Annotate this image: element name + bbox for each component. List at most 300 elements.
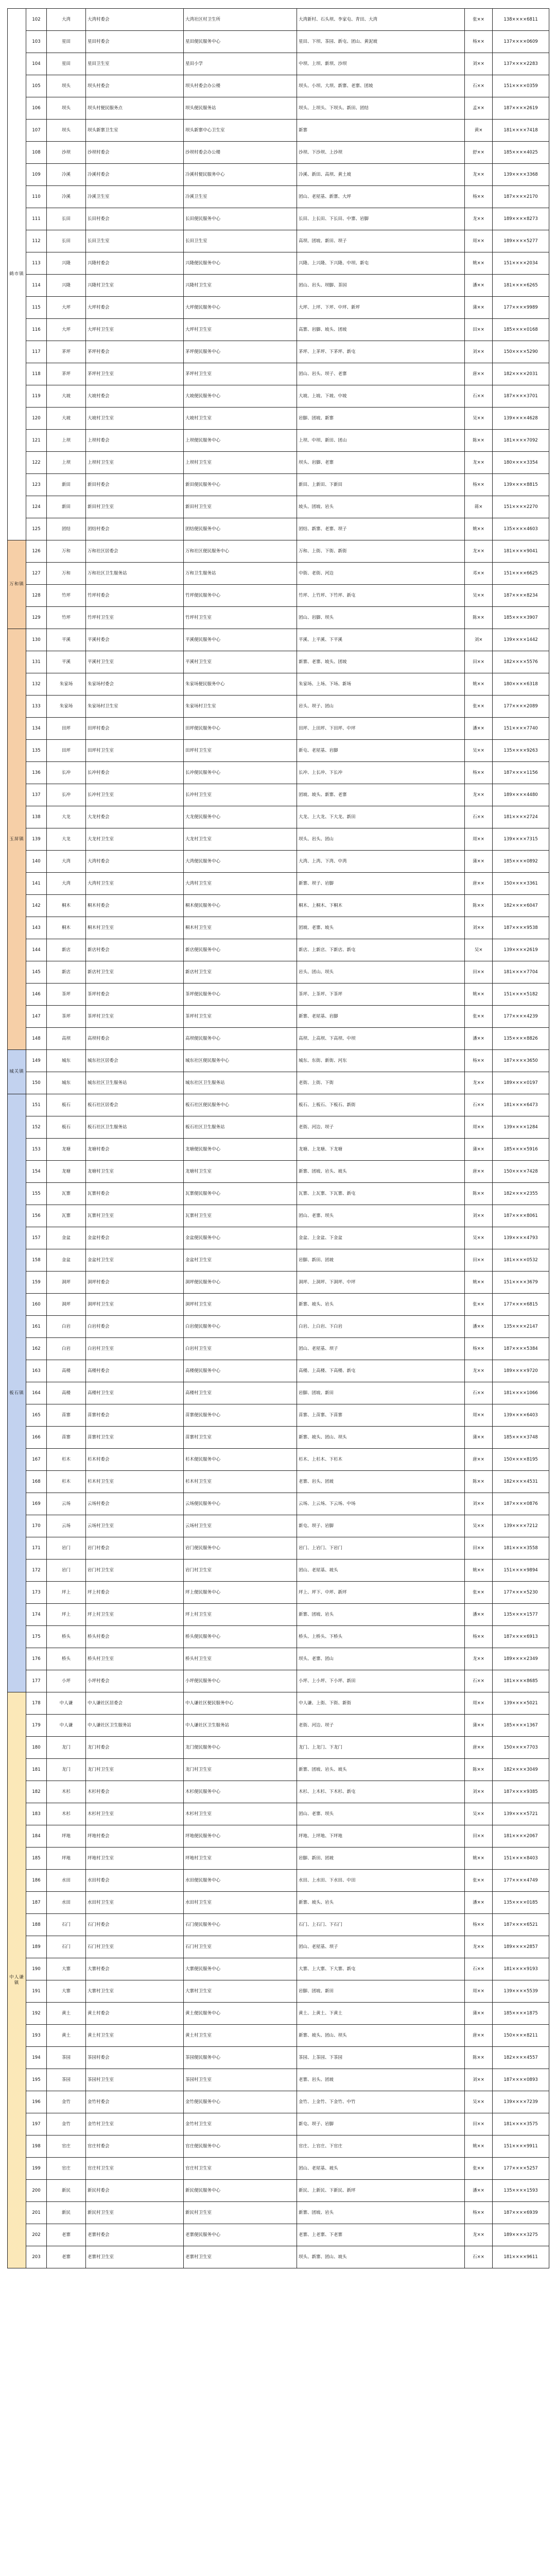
village-cell: 田坪 bbox=[47, 740, 86, 762]
location-cell: 万和社区便民服务中心 bbox=[184, 540, 297, 563]
village-cell: 苗寨 bbox=[47, 1427, 86, 1449]
village-cell: 坪地 bbox=[47, 1825, 86, 1848]
village-cell: 坪上 bbox=[47, 1604, 86, 1626]
site-name-cell: 茅坪村委会 bbox=[86, 341, 184, 363]
phone-cell: 151××××9911 bbox=[493, 2136, 549, 2158]
phone-cell: 177××××2089 bbox=[493, 696, 549, 718]
contact-person-cell: 蒲×× bbox=[465, 1715, 493, 1737]
phone-cell: 151××××0359 bbox=[493, 75, 549, 97]
contact-person-cell: 龙×× bbox=[465, 452, 493, 474]
village-cell: 新民 bbox=[47, 2202, 86, 2224]
phone-cell: 181××××7704 bbox=[493, 961, 549, 984]
village-cell: 高坝 bbox=[47, 1028, 86, 1050]
coverage-cell: 中坝、上坝、新坝、沙坝 bbox=[297, 53, 465, 75]
phone-cell: 181××××9611 bbox=[493, 2246, 549, 2268]
location-cell: 长田卫生室 bbox=[184, 230, 297, 252]
village-cell: 坝头 bbox=[47, 120, 86, 142]
site-name-cell: 金竹村卫生室 bbox=[86, 2113, 184, 2136]
contact-person-cell: 姚×× bbox=[465, 518, 493, 540]
index-cell: 115 bbox=[26, 297, 47, 319]
site-name-cell: 高坝村委会 bbox=[86, 1028, 184, 1050]
site-name-cell: 坝头村便民服务点 bbox=[86, 97, 184, 120]
contact-person-cell: 刘×× bbox=[465, 341, 493, 363]
index-cell: 125 bbox=[26, 518, 47, 540]
site-name-cell: 黄土村委会 bbox=[86, 2003, 184, 2025]
village-cell: 官庄 bbox=[47, 2158, 86, 2180]
site-name-cell: 茶园村委会 bbox=[86, 2047, 184, 2069]
location-cell: 黄土便民服务中心 bbox=[184, 2003, 297, 2025]
contact-person-cell: 孟×× bbox=[465, 97, 493, 120]
contact-person-cell: 潘×× bbox=[465, 2180, 493, 2202]
contact-person-cell: 杨×× bbox=[465, 2202, 493, 2224]
index-cell: 157 bbox=[26, 1227, 47, 1249]
coverage-cell: 大湾新村、石头坝、李家屯、青田、大湾 bbox=[297, 9, 465, 31]
site-name-cell: 新店村委会 bbox=[86, 939, 184, 961]
location-cell: 坪地便民服务中心 bbox=[184, 1825, 297, 1848]
site-name-cell: 坪上村委会 bbox=[86, 1582, 184, 1604]
index-cell: 135 bbox=[26, 740, 47, 762]
phone-cell: 138××××6811 bbox=[493, 9, 549, 31]
site-name-cell: 水田村卫生室 bbox=[86, 1892, 184, 1914]
location-cell: 新店便民服务中心 bbox=[184, 939, 297, 961]
coverage-cell: 平溪、上平溪、下平溪 bbox=[297, 629, 465, 651]
village-cell: 金盆 bbox=[47, 1227, 86, 1249]
location-cell: 平溪村卫生室 bbox=[184, 651, 297, 673]
table-row bbox=[8, 1227, 549, 1249]
coverage-cell: 桐木、上桐木、下桐木 bbox=[297, 895, 465, 917]
location-cell: 桐木便民服务中心 bbox=[184, 895, 297, 917]
location-cell: 新田便民服务中心 bbox=[184, 474, 297, 496]
village-cell: 新店 bbox=[47, 939, 86, 961]
village-cell: 苗寨 bbox=[47, 1404, 86, 1427]
location-cell: 高楼村卫生室 bbox=[184, 1382, 297, 1404]
contact-person-cell: 姚×× bbox=[465, 1560, 493, 1582]
coverage-cell: 团山、岩头、坝子、老寨 bbox=[297, 363, 465, 385]
site-name-cell: 高楼村卫生室 bbox=[86, 1382, 184, 1404]
site-name-cell: 杉木村卫生室 bbox=[86, 1471, 184, 1493]
site-name-cell: 田坪村委会 bbox=[86, 718, 184, 740]
index-cell: 112 bbox=[26, 230, 47, 252]
contact-person-cell: 邓×× bbox=[465, 563, 493, 585]
phone-cell: 139××××8815 bbox=[493, 474, 549, 496]
index-cell: 153 bbox=[26, 1139, 47, 1161]
coverage-cell: 老寨、上老寨、下老寨 bbox=[297, 2224, 465, 2246]
contact-person-cell: 石×× bbox=[465, 1958, 493, 1980]
site-name-cell: 老寨村卫生室 bbox=[86, 2246, 184, 2268]
contact-person-cell: 刘× bbox=[465, 629, 493, 651]
coverage-cell: 新寨、坡头、团山、坝头 bbox=[297, 1427, 465, 1449]
phone-cell: 182××××5576 bbox=[493, 651, 549, 673]
coverage-cell: 团结、新寨、老寨、坝子 bbox=[297, 518, 465, 540]
location-cell: 城东社区便民服务中心 bbox=[184, 1050, 297, 1072]
contact-person-cell: 杨×× bbox=[465, 186, 493, 208]
table-row bbox=[8, 1338, 549, 1360]
location-cell: 长冲便民服务中心 bbox=[184, 762, 297, 784]
location-cell: 兴隆村卫生室 bbox=[184, 275, 297, 297]
location-cell: 金竹便民服务中心 bbox=[184, 2091, 297, 2113]
coverage-cell: 高坝、上高坝、下高坝、中坝 bbox=[297, 1028, 465, 1050]
index-cell: 203 bbox=[26, 2246, 47, 2268]
phone-cell: 187××××8234 bbox=[493, 585, 549, 607]
index-cell: 186 bbox=[26, 1870, 47, 1892]
index-cell: 134 bbox=[26, 718, 47, 740]
index-cell: 185 bbox=[26, 1848, 47, 1870]
phone-cell: 185××××0892 bbox=[493, 851, 549, 873]
site-name-cell: 茅坪村卫生室 bbox=[86, 363, 184, 385]
table-row bbox=[8, 120, 549, 142]
village-cell: 平溪 bbox=[47, 629, 86, 651]
village-cell: 木杉 bbox=[47, 1803, 86, 1825]
site-name-cell: 桥头村委会 bbox=[86, 1626, 184, 1648]
table-row bbox=[8, 1116, 549, 1139]
coverage-cell: 瓦寨、上瓦寨、下瓦寨、新屯 bbox=[297, 1183, 465, 1205]
table-row bbox=[8, 718, 549, 740]
index-cell: 155 bbox=[26, 1183, 47, 1205]
index-cell: 180 bbox=[26, 1737, 47, 1759]
table-row bbox=[8, 252, 549, 275]
index-cell: 138 bbox=[26, 806, 47, 828]
contact-person-cell: 石×× bbox=[465, 75, 493, 97]
site-name-cell: 瓦寨村委会 bbox=[86, 1183, 184, 1205]
contact-person-cell: 田×× bbox=[465, 1825, 493, 1848]
contact-person-cell: 吴×× bbox=[465, 1227, 493, 1249]
contact-person-cell: 刘×× bbox=[465, 1781, 493, 1803]
index-cell: 167 bbox=[26, 1449, 47, 1471]
town-cell: 板石镇 bbox=[8, 1094, 26, 1692]
location-cell: 大湾社区村卫生所 bbox=[184, 9, 297, 31]
site-name-cell: 金竹村委会 bbox=[86, 2091, 184, 2113]
table-row bbox=[8, 1670, 549, 1692]
village-cell: 金竹 bbox=[47, 2091, 86, 2113]
village-cell: 竹坪 bbox=[47, 585, 86, 607]
contact-person-cell: 唐×× bbox=[465, 2025, 493, 2047]
location-cell: 万和卫生服务站 bbox=[184, 563, 297, 585]
index-cell: 140 bbox=[26, 851, 47, 873]
site-name-cell: 洞坪村委会 bbox=[86, 1272, 184, 1294]
phone-cell: 181××××1066 bbox=[493, 1382, 549, 1404]
village-cell: 岩门 bbox=[47, 1537, 86, 1560]
coverage-cell: 大寨、上大寨、下大寨、新屯 bbox=[297, 1958, 465, 1980]
location-cell: 洞坪村卫生室 bbox=[184, 1294, 297, 1316]
phone-cell: 151××××3679 bbox=[493, 1272, 549, 1294]
coverage-cell: 大坪、上坪、下坪、中坪、新坪 bbox=[297, 297, 465, 319]
phone-cell: 151××××6625 bbox=[493, 563, 549, 585]
phone-cell: 177××××6815 bbox=[493, 1294, 549, 1316]
phone-cell: 185××××5916 bbox=[493, 1139, 549, 1161]
village-cell: 金盆 bbox=[47, 1249, 86, 1272]
table-row bbox=[8, 961, 549, 984]
coverage-cell: 岩脚、团坡、新田 bbox=[297, 1382, 465, 1404]
phone-cell: 177××××5230 bbox=[493, 1582, 549, 1604]
contact-person-cell: 龙×× bbox=[465, 164, 493, 186]
town-cell: 玉屏镇 bbox=[8, 629, 26, 1050]
contact-person-cell: 张×× bbox=[465, 696, 493, 718]
contact-person-cell: 潘×× bbox=[465, 718, 493, 740]
phone-cell: 187××××9538 bbox=[493, 917, 549, 939]
location-cell: 茶坪便民服务中心 bbox=[184, 984, 297, 1006]
phone-cell: 135××××9263 bbox=[493, 740, 549, 762]
index-cell: 150 bbox=[26, 1072, 47, 1094]
contact-person-cell: 吴×× bbox=[465, 740, 493, 762]
table-row bbox=[8, 164, 549, 186]
village-cell: 大坪 bbox=[47, 319, 86, 341]
index-cell: 136 bbox=[26, 762, 47, 784]
table-row bbox=[8, 1958, 549, 1980]
index-cell: 143 bbox=[26, 917, 47, 939]
index-cell: 146 bbox=[26, 984, 47, 1006]
contact-person-cell: 陈×× bbox=[465, 607, 493, 629]
location-cell: 金盆村卫生室 bbox=[184, 1249, 297, 1272]
contact-person-cell: 周×× bbox=[465, 1116, 493, 1139]
index-cell: 171 bbox=[26, 1537, 47, 1560]
site-name-cell: 官庄村委会 bbox=[86, 2136, 184, 2158]
coverage-cell: 新寨 bbox=[297, 120, 465, 142]
table-row bbox=[8, 1471, 549, 1493]
table-row bbox=[8, 1449, 549, 1471]
location-cell: 大寨便民服务中心 bbox=[184, 1958, 297, 1980]
village-cell: 木杉 bbox=[47, 1781, 86, 1803]
site-name-cell: 官庄村卫生室 bbox=[86, 2158, 184, 2180]
contact-person-cell: 张×× bbox=[465, 1582, 493, 1604]
contact-person-cell: 杨×× bbox=[465, 474, 493, 496]
coverage-cell: 桥头、上桥头、下桥头 bbox=[297, 1626, 465, 1648]
site-name-cell: 木杉村卫生室 bbox=[86, 1803, 184, 1825]
site-name-cell: 洞坪村卫生室 bbox=[86, 1294, 184, 1316]
coverage-cell: 龙塘、上龙塘、下龙塘 bbox=[297, 1139, 465, 1161]
table-row bbox=[8, 297, 549, 319]
village-cell: 万和 bbox=[47, 563, 86, 585]
phone-cell: 180××××3354 bbox=[493, 452, 549, 474]
location-cell: 大湾便民服务中心 bbox=[184, 851, 297, 873]
contact-person-cell: 龙×× bbox=[465, 2224, 493, 2246]
location-cell: 中人谦社区便民服务中心 bbox=[184, 1692, 297, 1715]
coverage-cell: 云场、上云场、下云场、中场 bbox=[297, 1493, 465, 1515]
site-name-cell: 长田卫生室 bbox=[86, 230, 184, 252]
table-row bbox=[8, 1892, 549, 1914]
phone-cell: 181××××8685 bbox=[493, 1670, 549, 1692]
village-cell: 瓦寨 bbox=[47, 1205, 86, 1227]
phone-cell: 151××××2034 bbox=[493, 252, 549, 275]
phone-cell: 139××××1284 bbox=[493, 1116, 549, 1139]
table-row bbox=[8, 984, 549, 1006]
contact-person-cell: 杨×× bbox=[465, 31, 493, 53]
location-cell: 大坪便民服务中心 bbox=[184, 297, 297, 319]
contact-person-cell: 刘×× bbox=[465, 53, 493, 75]
village-cell: 兴隆 bbox=[47, 275, 86, 297]
phone-cell: 185××××3748 bbox=[493, 1427, 549, 1449]
coverage-cell: 中人谦、上街、下街、新街 bbox=[297, 1692, 465, 1715]
phone-cell: 150××××7428 bbox=[493, 1161, 549, 1183]
contact-person-cell: 刘×× bbox=[465, 917, 493, 939]
phone-cell: 177××××5257 bbox=[493, 2158, 549, 2180]
village-cell: 瓦寨 bbox=[47, 1183, 86, 1205]
location-cell: 苗寨村卫生室 bbox=[184, 1427, 297, 1449]
coverage-cell: 团山、老寨、坝头 bbox=[297, 1205, 465, 1227]
coverage-cell: 新寨、坝子、岩脚 bbox=[297, 873, 465, 895]
index-cell: 184 bbox=[26, 1825, 47, 1848]
location-cell: 新店村卫生室 bbox=[184, 961, 297, 984]
index-cell: 124 bbox=[26, 496, 47, 518]
coverage-cell: 坝头、小坝、大坝、新寨、老寨、团坡 bbox=[297, 75, 465, 97]
site-name-cell: 中人谦社区卫生服务站 bbox=[86, 1715, 184, 1737]
phone-cell: 187××××5384 bbox=[493, 1338, 549, 1360]
site-name-cell: 城东社区卫生服务站 bbox=[86, 1072, 184, 1094]
phone-cell: 151××××8403 bbox=[493, 1848, 549, 1870]
coverage-cell: 新民、上新民、下新民、新坪 bbox=[297, 2180, 465, 2202]
table-row bbox=[8, 2224, 549, 2246]
table-row bbox=[8, 1272, 549, 1294]
index-cell: 182 bbox=[26, 1781, 47, 1803]
phone-cell: 187××××2619 bbox=[493, 97, 549, 120]
village-cell: 新民 bbox=[47, 2180, 86, 2202]
site-name-cell: 坪上村卫生室 bbox=[86, 1604, 184, 1626]
contact-person-cell: 蒋× bbox=[465, 496, 493, 518]
village-cell: 桐木 bbox=[47, 917, 86, 939]
location-cell: 竹坪便民服务中心 bbox=[184, 585, 297, 607]
table-row bbox=[8, 1626, 549, 1648]
table-row bbox=[8, 607, 549, 629]
location-cell: 木杉村卫生室 bbox=[184, 1803, 297, 1825]
village-cell: 板石 bbox=[47, 1116, 86, 1139]
coverage-cell: 岩脚、新田、团坡 bbox=[297, 1848, 465, 1870]
location-cell: 团结便民服务中心 bbox=[184, 518, 297, 540]
index-cell: 179 bbox=[26, 1715, 47, 1737]
phone-cell: 187××××9385 bbox=[493, 1781, 549, 1803]
village-cell: 龙门 bbox=[47, 1759, 86, 1781]
contact-person-cell: 龙×× bbox=[465, 1072, 493, 1094]
coverage-cell: 老寨、岩头、团坡 bbox=[297, 2069, 465, 2091]
site-name-cell: 大湾村委会 bbox=[86, 851, 184, 873]
phone-cell: 139××××5021 bbox=[493, 1692, 549, 1715]
coverage-cell: 团山、老寨、坝头 bbox=[297, 1803, 465, 1825]
contact-person-cell: 唐×× bbox=[465, 873, 493, 895]
index-cell: 109 bbox=[26, 164, 47, 186]
table-row bbox=[8, 385, 549, 408]
index-cell: 121 bbox=[26, 430, 47, 452]
site-name-cell: 竹坪村卫生室 bbox=[86, 607, 184, 629]
site-name-cell: 高楼村委会 bbox=[86, 1360, 184, 1382]
phone-cell: 187××××2170 bbox=[493, 186, 549, 208]
phone-cell: 139××××5539 bbox=[493, 1980, 549, 2003]
location-cell: 木杉便民服务中心 bbox=[184, 1781, 297, 1803]
location-cell: 茶园村卫生室 bbox=[184, 2069, 297, 2091]
index-cell: 188 bbox=[26, 1914, 47, 1936]
phone-cell: 135××××2147 bbox=[493, 1316, 549, 1338]
coverage-cell: 茶园、上茶园、下茶园 bbox=[297, 2047, 465, 2069]
index-cell: 126 bbox=[26, 540, 47, 563]
table-row bbox=[8, 895, 549, 917]
phone-cell: 150××××8211 bbox=[493, 2025, 549, 2047]
coverage-cell: 长冲、上长冲、下长冲 bbox=[297, 762, 465, 784]
village-cell: 朱家场 bbox=[47, 673, 86, 696]
table-row bbox=[8, 1427, 549, 1449]
location-cell: 坝头村委会办公楼 bbox=[184, 75, 297, 97]
phone-cell: 139××××6403 bbox=[493, 1404, 549, 1427]
table-row bbox=[8, 1848, 549, 1870]
coverage-cell: 石门、上石门、下石门 bbox=[297, 1914, 465, 1936]
phone-cell: 150××××8195 bbox=[493, 1449, 549, 1471]
village-cell: 茶园 bbox=[47, 2047, 86, 2069]
coverage-cell: 中街、老街、河边 bbox=[297, 563, 465, 585]
location-cell: 瓦寨村卫生室 bbox=[184, 1205, 297, 1227]
index-cell: 147 bbox=[26, 1006, 47, 1028]
table-row bbox=[8, 1648, 549, 1670]
contact-person-cell: 杨×× bbox=[465, 1914, 493, 1936]
contact-person-cell: 田×× bbox=[465, 651, 493, 673]
location-cell: 高楼便民服务中心 bbox=[184, 1360, 297, 1382]
phone-cell: 182××××2031 bbox=[493, 363, 549, 385]
village-cell: 大湾 bbox=[47, 873, 86, 895]
site-name-cell: 冷溪卫生室 bbox=[86, 186, 184, 208]
table-row bbox=[8, 1537, 549, 1560]
table-row bbox=[8, 142, 549, 164]
table-row bbox=[8, 1006, 549, 1028]
site-name-cell: 中人谦社区居委会 bbox=[86, 1692, 184, 1715]
location-cell: 田坪村卫生室 bbox=[184, 740, 297, 762]
contact-person-cell: 龙×× bbox=[465, 784, 493, 806]
index-cell: 117 bbox=[26, 341, 47, 363]
phone-cell: 135××××1577 bbox=[493, 1604, 549, 1626]
contact-person-cell: 张×× bbox=[465, 1870, 493, 1892]
coverage-cell: 板石、上板石、下板石、新街 bbox=[297, 1094, 465, 1116]
phone-cell: 139××××3368 bbox=[493, 164, 549, 186]
coverage-cell: 星田、下坝、茶园、新屯、团山、黄泥坡 bbox=[297, 31, 465, 53]
phone-cell: 135××××4603 bbox=[493, 518, 549, 540]
village-cell: 长冲 bbox=[47, 784, 86, 806]
index-cell: 116 bbox=[26, 319, 47, 341]
contact-person-cell: 蒲×× bbox=[465, 851, 493, 873]
coverage-cell: 岩脚、团坡、新田 bbox=[297, 1980, 465, 2003]
site-name-cell: 板石社区卫生服务站 bbox=[86, 1116, 184, 1139]
table-row bbox=[8, 2025, 549, 2047]
phone-cell: 139××××5721 bbox=[493, 1803, 549, 1825]
location-cell: 水田村卫生室 bbox=[184, 1892, 297, 1914]
contact-person-cell: 龙×× bbox=[465, 1360, 493, 1382]
site-name-cell: 苗寨村卫生室 bbox=[86, 1427, 184, 1449]
index-cell: 190 bbox=[26, 1958, 47, 1980]
village-cell: 茶园 bbox=[47, 2069, 86, 2091]
coverage-cell: 茅坪、上茅坪、下茅坪、新屯 bbox=[297, 341, 465, 363]
site-name-cell: 云场村卫生室 bbox=[86, 1515, 184, 1537]
contact-person-cell: 黄× bbox=[465, 120, 493, 142]
table-row bbox=[8, 1094, 549, 1116]
coverage-cell: 岩头、坝子、团山 bbox=[297, 696, 465, 718]
contact-person-cell: 石×× bbox=[465, 1094, 493, 1116]
village-cell: 城东 bbox=[47, 1072, 86, 1094]
index-cell: 196 bbox=[26, 2091, 47, 2113]
index-cell: 187 bbox=[26, 1892, 47, 1914]
coverage-cell: 冷溪、新田、高坝、黄土坡 bbox=[297, 164, 465, 186]
location-cell: 龙塘便民服务中心 bbox=[184, 1139, 297, 1161]
village-cell: 竹坪 bbox=[47, 607, 86, 629]
table-row bbox=[8, 1759, 549, 1781]
coverage-cell: 坝头、岩脚、老寨 bbox=[297, 452, 465, 474]
coverage-cell: 长田、上长田、下长田、中寨、岩脚 bbox=[297, 208, 465, 230]
contact-person-cell: 潘×× bbox=[465, 1892, 493, 1914]
site-name-cell: 长田村委会 bbox=[86, 208, 184, 230]
location-cell: 冷溪卫生室 bbox=[184, 186, 297, 208]
coverage-cell: 坪地、上坪地、下坪地 bbox=[297, 1825, 465, 1848]
index-cell: 197 bbox=[26, 2113, 47, 2136]
index-cell: 175 bbox=[26, 1626, 47, 1648]
location-cell: 苗寨便民服务中心 bbox=[184, 1404, 297, 1427]
town-cell: 城关镇 bbox=[8, 1050, 26, 1094]
index-cell: 177 bbox=[26, 1670, 47, 1692]
site-name-cell: 岩门村卫生室 bbox=[86, 1560, 184, 1582]
index-cell: 198 bbox=[26, 2136, 47, 2158]
location-cell: 竹坪村卫生室 bbox=[184, 607, 297, 629]
location-cell: 中人谦社区卫生服务站 bbox=[184, 1715, 297, 1737]
